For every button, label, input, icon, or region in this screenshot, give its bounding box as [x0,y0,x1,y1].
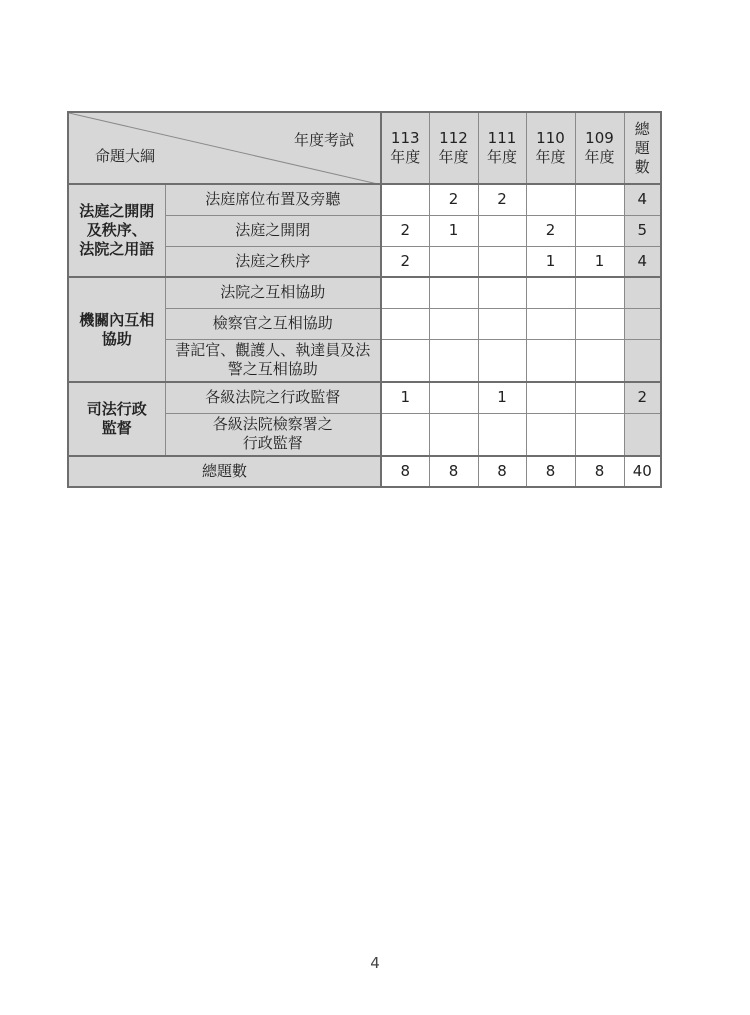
header-year-exam-label: 年度考試 [293,131,354,149]
value-cell [381,184,429,215]
value-cell [575,308,624,339]
value-cell [381,339,429,382]
value-cell [526,382,575,413]
value-cell [575,413,624,456]
topic-cell: 法院之互相協助 [165,277,381,308]
footer-value-cell: 8 [381,456,429,487]
row-total-cell: 5 [624,215,661,246]
topic-cell: 法庭席位布置及旁聽 [165,184,381,215]
value-cell [381,308,429,339]
value-cell: 1 [575,246,624,277]
value-cell [478,277,526,308]
value-cell [478,246,526,277]
value-cell [429,277,478,308]
value-cell [381,413,429,456]
footer-total-label: 總題數 [68,456,381,487]
value-cell [381,277,429,308]
header-outline-label: 命題大綱 [95,147,156,165]
value-cell [429,308,478,339]
value-cell [575,215,624,246]
value-cell [526,184,575,215]
header-year-112: 112 年度 [429,112,478,184]
value-cell [429,382,478,413]
row-total-cell [624,277,661,308]
row-total-cell [624,308,661,339]
header-year-111: 111 年度 [478,112,526,184]
category-cell: 法庭之開閉 及秩序、 法院之用語 [68,184,165,277]
table-row [68,184,661,215]
value-cell: 2 [381,215,429,246]
value-cell [429,339,478,382]
value-cell [429,413,478,456]
value-cell [526,277,575,308]
value-cell [526,308,575,339]
value-cell [478,215,526,246]
row-total-cell [624,339,661,382]
footer-value-cell: 8 [575,456,624,487]
header-total: 總 題 數 [624,112,661,184]
value-cell [575,382,624,413]
value-cell: 1 [429,215,478,246]
header-year-109: 109 年度 [575,112,624,184]
value-cell [575,339,624,382]
value-cell [478,413,526,456]
value-cell: 2 [478,184,526,215]
value-cell [575,277,624,308]
value-cell [575,184,624,215]
value-cell [526,413,575,456]
category-cell: 機關內互相 協助 [68,277,165,382]
topic-cell: 書記官、觀護人、執達員及法 警之互相協助 [165,339,381,382]
footer-row [68,456,661,487]
header-year-113: 113 年度 [381,112,429,184]
row-total-cell: 2 [624,382,661,413]
header-year-110: 110 年度 [526,112,575,184]
value-cell [429,246,478,277]
topic-cell: 法庭之秩序 [165,246,381,277]
row-total-cell [624,413,661,456]
value-cell: 1 [381,382,429,413]
category-cell: 司法行政 監督 [68,382,165,456]
value-cell: 2 [429,184,478,215]
value-cell [526,339,575,382]
topic-cell: 各級法院之行政監督 [165,382,381,413]
header-corner-cell [68,112,381,184]
topic-cell: 法庭之開閉 [165,215,381,246]
footer-value-cell: 8 [526,456,575,487]
topic-cell: 檢察官之互相協助 [165,308,381,339]
value-cell: 2 [526,215,575,246]
value-cell [478,308,526,339]
footer-value-cell: 8 [478,456,526,487]
page-number: 4 [370,954,380,972]
row-total-cell: 4 [624,246,661,277]
value-cell: 1 [478,382,526,413]
footer-value-cell: 8 [429,456,478,487]
topic-cell: 各級法院檢察署之 行政監督 [165,413,381,456]
table-row [68,277,661,308]
value-cell: 1 [526,246,575,277]
exam-statistics-table [67,111,662,488]
footer-grand-total: 40 [624,456,661,487]
header-row [68,112,661,184]
row-total-cell: 4 [624,184,661,215]
table-row [68,382,661,413]
value-cell: 2 [381,246,429,277]
value-cell [478,339,526,382]
